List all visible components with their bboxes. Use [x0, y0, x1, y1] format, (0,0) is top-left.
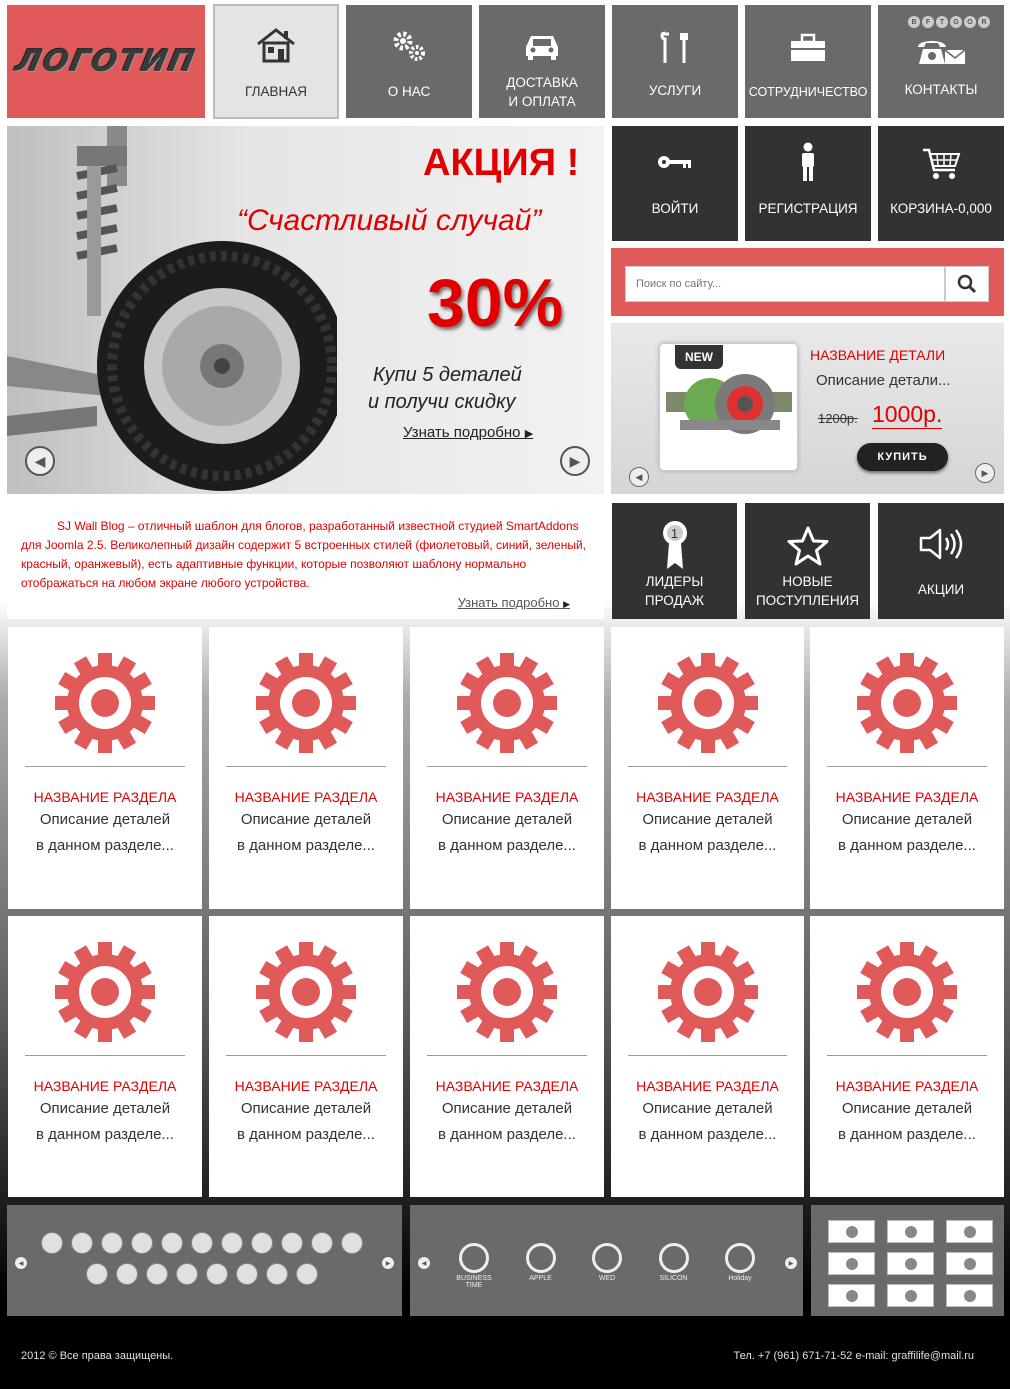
- sales-tile[interactable]: [878, 503, 1004, 619]
- star-icon: [745, 525, 870, 567]
- section-desc-line2: в данном разделе...: [438, 837, 576, 854]
- logo-thumbnail-icon: [846, 1226, 858, 1238]
- logo-thumbnail-icon: [905, 1290, 917, 1302]
- medal-badge: 1: [670, 526, 679, 541]
- blog-text: SJ Wall Blog – отличный шаблон для блогов, разработанный известной студией SmartAddons для Joomla 2.5. Великолепный дизайн содержит 5 встроенных стилей (фиолетовый, синий, зеленый, красный, оранжевый), есть адаптивные функции, которые позволяют шаблону нормально отображаться на любом экране любого устройства.: [21, 519, 587, 590]
- brand-logo-honda-icon[interactable]: [281, 1232, 303, 1254]
- section-desc-line1: Описание деталей: [841, 1100, 973, 1117]
- section-title[interactable]: НАЗВАНИЕ РАЗДЕЛА: [33, 1078, 177, 1094]
- card-divider: [628, 1055, 787, 1056]
- section-card[interactable]: [8, 627, 202, 909]
- logo-text: ЛОГОТИП: [12, 44, 200, 79]
- brand-logo-saab-icon[interactable]: [176, 1263, 198, 1285]
- logo-thumbnail-icon: [964, 1258, 976, 1270]
- banner-title: АКЦИЯ !: [423, 142, 580, 184]
- gear-icon: [209, 653, 403, 753]
- briefcase-icon: [745, 33, 871, 63]
- site-logo[interactable]: [7, 5, 205, 118]
- bestsellers-tile[interactable]: [612, 503, 737, 619]
- brand-logo-ford-icon[interactable]: [86, 1263, 108, 1285]
- new-arrivals-tile[interactable]: [745, 503, 870, 619]
- new-arrivals-label-line1: НОВЫЕ: [782, 574, 833, 589]
- brand-logo-kia-icon[interactable]: [101, 1232, 123, 1254]
- partner-logo-name: APPLE: [529, 1275, 552, 1282]
- section-desc-line2: в данном разделе...: [638, 1126, 777, 1143]
- promo-banner: [7, 126, 604, 494]
- featured-logo-thumbnail[interactable]: [828, 1252, 875, 1275]
- new-arrivals-label-line2: ПОСТУПЛЕНИЯ: [755, 593, 860, 608]
- card-divider: [25, 1055, 185, 1056]
- google-icon[interactable]: G: [950, 16, 962, 28]
- featured-logo-thumbnail[interactable]: [887, 1252, 934, 1275]
- banner-text-line1: Купи 5 деталей: [373, 364, 522, 386]
- featured-logo-thumbnail[interactable]: [828, 1220, 875, 1243]
- section-title[interactable]: НАЗВАНИЕ РАЗДЕЛА: [234, 789, 378, 805]
- banner-percent: 30%: [427, 265, 564, 341]
- section-card[interactable]: [209, 627, 403, 909]
- cart-label: КОРЗИНА-0,000: [890, 201, 992, 216]
- login-label: ВОЙТИ: [651, 201, 699, 216]
- section-desc-line2: в данном разделе...: [36, 1126, 174, 1143]
- logo-thumbnail-icon: [905, 1258, 917, 1270]
- nav-services-label: УСЛУГИ: [648, 83, 702, 98]
- section-desc-line1: Описание деталей: [441, 1100, 573, 1117]
- gear-icon: [8, 942, 202, 1042]
- banner-next-button[interactable]: ▶: [560, 446, 590, 476]
- partner-logo[interactable]: [652, 1243, 696, 1289]
- product-prev-button[interactable]: ◀: [629, 467, 649, 487]
- product-price: 1000р.: [872, 401, 943, 427]
- banner-subtitle: “Счастливый случай”: [237, 204, 542, 237]
- partner-logo[interactable]: [718, 1243, 762, 1289]
- section-card[interactable]: [410, 916, 604, 1197]
- nav-home[interactable]: [213, 4, 339, 119]
- brand-logo-peugeot-icon[interactable]: [221, 1232, 243, 1254]
- brand-logo-mercedes-icon[interactable]: [41, 1232, 63, 1254]
- card-divider: [427, 1055, 587, 1056]
- banner-text-line2: и получи скидку: [368, 391, 516, 413]
- card-divider: [25, 766, 185, 767]
- partners-prev-button[interactable]: ◀: [417, 1256, 431, 1270]
- section-desc-line1: Описание деталей: [39, 1100, 171, 1117]
- section-desc-line2: в данном разделе...: [838, 1126, 976, 1143]
- brand-logo-skoda-icon[interactable]: [206, 1263, 228, 1285]
- search-icon: [957, 274, 977, 294]
- phone-mail-icon: [878, 37, 1004, 67]
- section-card[interactable]: [810, 916, 1004, 1197]
- section-card[interactable]: [810, 627, 1004, 909]
- twitter-icon[interactable]: T: [936, 16, 948, 28]
- section-desc-line2: в данном разделе...: [838, 837, 976, 854]
- brand-logo-grid: [37, 1232, 367, 1285]
- partner-logo[interactable]: [519, 1243, 563, 1289]
- partner-logo-name: Holiday: [728, 1275, 752, 1282]
- facebook-icon[interactable]: F: [922, 16, 934, 28]
- bestsellers-label-line1: ЛИДЕРЫ: [645, 574, 704, 589]
- logo-thumbnail-icon: [846, 1290, 858, 1302]
- nav-about[interactable]: [346, 5, 472, 118]
- brand-logo-alfa-romeo-icon[interactable]: [146, 1263, 168, 1285]
- section-title[interactable]: НАЗВАНИЕ РАЗДЕЛА: [835, 1078, 979, 1094]
- nav-contacts[interactable]: [878, 5, 1004, 118]
- brands-next-button[interactable]: ▶: [381, 1256, 395, 1270]
- card-divider: [628, 766, 787, 767]
- section-title[interactable]: НАЗВАНИЕ РАЗДЕЛА: [435, 1078, 579, 1094]
- partner-logo-row: [452, 1243, 762, 1289]
- cart-icon: [878, 146, 1004, 182]
- nav-contacts-label: КОНТАКТЫ: [904, 82, 978, 97]
- gear-icon: [810, 653, 1004, 753]
- logo-thumbnail-icon: [846, 1258, 858, 1270]
- search-input[interactable]: [625, 266, 945, 302]
- partner-logo-mark-icon: [526, 1243, 556, 1273]
- section-desc-line2: в данном разделе...: [438, 1126, 576, 1143]
- partners-next-button[interactable]: ▶: [784, 1256, 798, 1270]
- partner-logo-mark-icon: [659, 1243, 689, 1273]
- tools-icon: [612, 30, 738, 66]
- person-icon: [745, 142, 871, 182]
- register-label: РЕГИСТРАЦИЯ: [758, 201, 858, 216]
- section-desc-line1: Описание деталей: [642, 1100, 773, 1117]
- gear-icon: [410, 653, 604, 753]
- key-icon: [612, 154, 738, 170]
- card-divider: [226, 766, 386, 767]
- featured-logo-thumbnail[interactable]: [946, 1252, 993, 1275]
- section-title[interactable]: НАЗВАНИЕ РАЗДЕЛА: [636, 1078, 779, 1094]
- banner-more-link-text: Узнать подробно: [403, 424, 521, 441]
- featured-product: [611, 323, 1004, 494]
- featured-logo-thumbnail[interactable]: [887, 1220, 934, 1243]
- register-tile[interactable]: [745, 126, 871, 241]
- brand-logo-mazda-icon[interactable]: [236, 1263, 258, 1285]
- card-divider: [827, 1055, 987, 1056]
- section-card[interactable]: [209, 916, 403, 1197]
- nav-delivery-label-line1: ДОСТАВКА: [506, 75, 578, 90]
- brand-logo-nissan-icon[interactable]: [251, 1232, 273, 1254]
- odnoklassniki-icon[interactable]: О: [964, 16, 976, 28]
- brand-logo-bmw-icon[interactable]: [71, 1232, 93, 1254]
- partner-logos-carousel: [410, 1205, 803, 1316]
- brand-logo-mitsubishi-icon[interactable]: [191, 1232, 213, 1254]
- bestsellers-label-line2: ПРОДАЖ: [644, 593, 705, 608]
- rss-icon[interactable]: R: [978, 16, 990, 28]
- section-desc-line1: Описание деталей: [240, 811, 372, 828]
- blog-more-link[interactable]: Узнать подробно ▶: [457, 595, 570, 610]
- car-icon: [479, 31, 605, 61]
- section-desc-line2: в данном разделе...: [237, 837, 375, 854]
- nav-services[interactable]: [612, 5, 738, 118]
- gear-icon: [611, 653, 804, 753]
- featured-logos-panel: [811, 1205, 1004, 1316]
- partner-logo-name: BUSINESS TIME: [456, 1275, 492, 1289]
- card-divider: [226, 1055, 386, 1056]
- partner-logo-mark-icon: [725, 1243, 755, 1273]
- gear-icon: [410, 942, 604, 1042]
- speaker-icon: [878, 527, 1004, 561]
- nav-delivery[interactable]: [479, 5, 605, 118]
- social-links: [908, 16, 990, 28]
- brand-logo-lexus-icon[interactable]: [311, 1232, 333, 1254]
- partner-logo-name: WED: [598, 1275, 616, 1282]
- section-desc-line1: Описание деталей: [441, 811, 573, 828]
- house-icon: [215, 26, 337, 64]
- banner-more-link[interactable]: Узнать подробно ▶: [403, 424, 534, 441]
- brands-prev-button[interactable]: ◀: [14, 1256, 28, 1270]
- banner-prev-button[interactable]: ◀: [25, 446, 55, 476]
- footer-contact: Тел. +7 (961) 671-71-52 e-mail: graffilife@mail.ru: [733, 1350, 974, 1362]
- section-desc-line1: Описание деталей: [39, 811, 171, 828]
- login-tile[interactable]: [612, 126, 738, 241]
- footer: [0, 1326, 1010, 1389]
- brand-logo-toyota-icon[interactable]: [161, 1232, 183, 1254]
- new-badge: NEW: [675, 345, 723, 369]
- featured-logo-thumbnail[interactable]: [887, 1284, 934, 1307]
- blog-more-link-text: Узнать подробно: [457, 595, 560, 610]
- gear-icon: [8, 653, 202, 753]
- section-desc-line1: Описание деталей: [841, 811, 973, 828]
- section-title[interactable]: НАЗВАНИЕ РАЗДЕЛА: [234, 1078, 378, 1094]
- brand-logo-chevrolet-icon[interactable]: [116, 1263, 138, 1285]
- gear-icon: [810, 942, 1004, 1042]
- featured-logo-thumbnail[interactable]: [828, 1284, 875, 1307]
- section-desc-line2: в данном разделе...: [638, 837, 777, 854]
- section-desc-line1: Описание деталей: [240, 1100, 372, 1117]
- partner-logo[interactable]: [585, 1243, 629, 1289]
- section-desc-line1: Описание деталей: [642, 811, 773, 828]
- brand-logo-volkswagen-icon[interactable]: [266, 1263, 288, 1285]
- nav-about-label: О НАС: [387, 84, 431, 99]
- section-desc-line2: в данном разделе...: [237, 1126, 375, 1143]
- product-old-price: 1200р.: [818, 411, 858, 426]
- logo-thumbnail-icon: [964, 1226, 976, 1238]
- search-button[interactable]: [945, 266, 989, 302]
- section-card[interactable]: [611, 916, 804, 1197]
- featured-logo-thumbnail[interactable]: [946, 1284, 993, 1307]
- vk-icon[interactable]: В: [908, 16, 920, 28]
- nav-delivery-label-line2: И ОПЛАТА: [508, 94, 576, 109]
- gear-icon: [209, 942, 403, 1042]
- card-divider: [827, 766, 987, 767]
- section-card[interactable]: [8, 916, 202, 1197]
- gear-icon: [611, 942, 804, 1042]
- nav-home-label: ГЛАВНАЯ: [245, 84, 307, 99]
- gears-icon: [346, 27, 472, 65]
- product-description: Описание детали...: [816, 372, 951, 389]
- logo-thumbnail-icon: [964, 1290, 976, 1302]
- brand-logo-opel-icon[interactable]: [296, 1263, 318, 1285]
- brand-logo-audi-icon[interactable]: [341, 1232, 363, 1254]
- section-desc-line2: в данном разделе...: [36, 837, 174, 854]
- featured-logo-grid: [828, 1220, 993, 1307]
- sales-label: АКЦИИ: [917, 582, 965, 597]
- partner-logo-mark-icon: [459, 1243, 489, 1273]
- search-panel: [611, 248, 1004, 316]
- section-title[interactable]: НАЗВАНИЕ РАЗДЕЛА: [835, 789, 979, 805]
- cart-tile[interactable]: [878, 126, 1004, 241]
- section-title[interactable]: НАЗВАНИЕ РАЗДЕЛА: [636, 789, 779, 805]
- brand-logo-hyundai-icon[interactable]: [131, 1232, 153, 1254]
- section-card[interactable]: [611, 627, 804, 909]
- logo-thumbnail-icon: [905, 1226, 917, 1238]
- car-brands-carousel: [7, 1205, 402, 1316]
- partner-logo-mark-icon: [592, 1243, 622, 1273]
- featured-logo-thumbnail[interactable]: [946, 1220, 993, 1243]
- nav-partnership[interactable]: [745, 5, 871, 118]
- wheel-suspension-image: [7, 126, 337, 494]
- product-next-button[interactable]: ▶: [975, 463, 995, 483]
- section-card[interactable]: [410, 627, 604, 909]
- section-title[interactable]: НАЗВАНИЕ РАЗДЕЛА: [435, 789, 579, 805]
- nav-partnership-label: СОТРУДНИЧЕСТВО: [748, 85, 868, 99]
- partner-logo-name: SILICON: [659, 1275, 688, 1282]
- product-name[interactable]: НАЗВАНИЕ ДЕТАЛИ: [810, 347, 946, 363]
- blog-intro: [7, 503, 604, 619]
- card-divider: [427, 766, 587, 767]
- buy-button[interactable]: КУПИТЬ: [857, 443, 948, 471]
- copyright-text: 2012 © Все права защищены.: [21, 1350, 174, 1362]
- partner-logo[interactable]: [452, 1243, 496, 1289]
- section-title[interactable]: НАЗВАНИЕ РАЗДЕЛА: [33, 789, 177, 805]
